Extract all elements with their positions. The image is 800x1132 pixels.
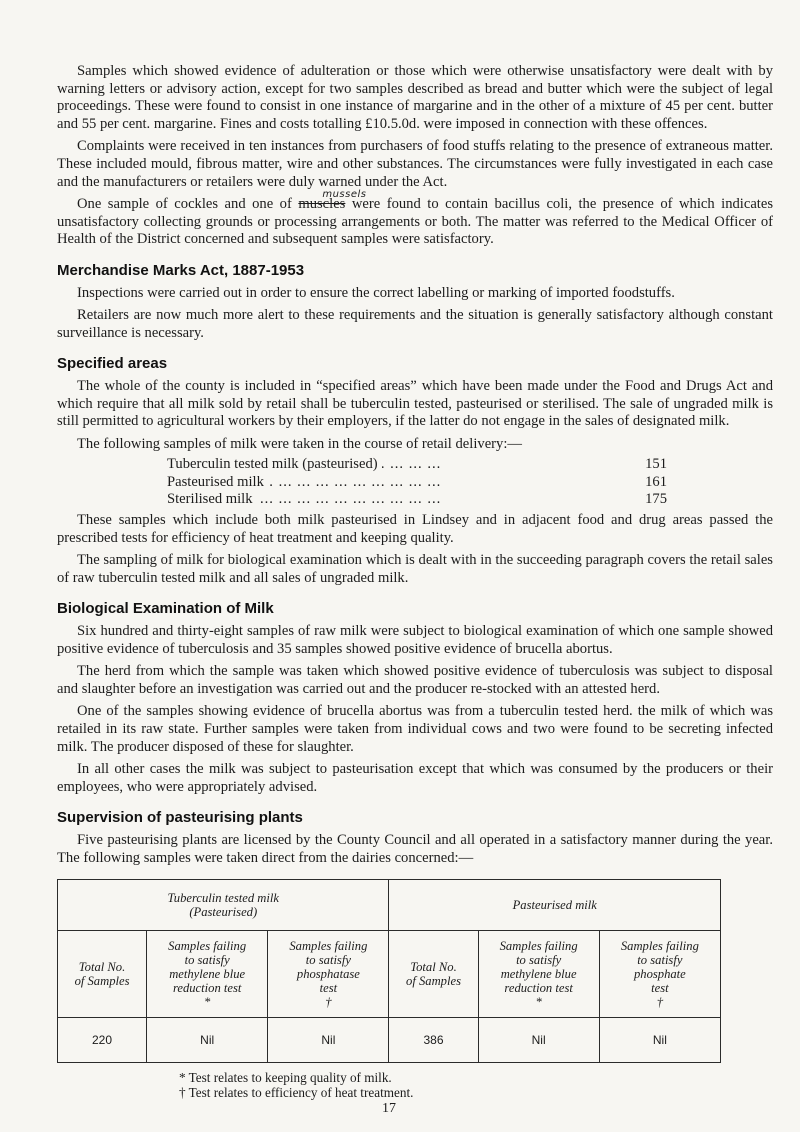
paragraph-biological-3: One of the samples showing evidence of brucella abortus was from a tuberculin tested herd. the milk of which was retailed in its raw state. Further samples were taken from individual cows and two were found to be secreting infected milk. The producer disposed of these for slaughter.: [57, 703, 773, 755]
table-cell: 386: [389, 1018, 478, 1063]
paragraph-complaints: Complaints were received in ten instances from purchasers of food stuffs relating to the presence of extraneous matter. These included mould, fibrous matter, wire and other substances. The circumstances were fully investigated in each case and the manufacturers or retailers were duly warned under the Act.: [57, 138, 773, 190]
sample-label: Sterilised milk: [167, 491, 257, 507]
paragraph-merchandise-2: Retailers are now much more alert to these requirements and the situation is generally satisfactory although constant surveillance is necessary.: [57, 307, 773, 341]
footnote: † Test relates to efficiency of heat treatment.: [179, 1085, 414, 1101]
sample-count: 175: [645, 491, 667, 508]
heading-supervision: Supervision of pasteurising plants: [57, 809, 303, 827]
paragraph-adulteration: Samples which showed evidence of adulteration or those which were otherwise unsatisfactory were dealt with by warning letters or advisory action, except for two samples described as bread and butter which were the subject of legal proceedings. These were found to consist in one instance of margarine and in the other of a mixture of 45 per cent. butter and 55 per cent. margarine. Fines and costs totalling £10.5.0d. were imposed in connection with these offences.: [57, 63, 773, 132]
paragraph-cockles: [57, 189, 774, 249]
list-item: [167, 491, 667, 509]
column-header: Total No. of Samples: [389, 931, 478, 1018]
list-item: [167, 474, 667, 492]
paragraph-merchandise-1: Inspections were carried out in order to ensure the correct labelling or marking of imported foodstuffs.: [77, 284, 675, 301]
heading-biological-examination: Biological Examination of Milk: [57, 600, 274, 618]
paragraph-specified-3: These samples which include both milk pasteurised in Lindsey and in adjacent food and drug areas passed the prescribed tests for efficiency of heat treatment and keeping quality.: [57, 512, 773, 546]
table-cell: 220: [58, 1018, 147, 1063]
page-number: 17: [382, 1101, 396, 1117]
footnotes: [57, 1070, 773, 1100]
table-column-header-row: [58, 931, 721, 1018]
column-header: Samples failing to satisfy phosphatase test †: [268, 931, 389, 1018]
paragraph-supervision-1: Five pasteurising plants are licensed by the County Council and all operated in a satisfactory manner during the year. The following samples were taken direct from the dairies concerned:—: [57, 831, 773, 866]
milk-samples-list: [57, 456, 773, 509]
paragraph-biological-2: The herd from which the sample was taken which showed positive evidence of tuberculosis was subject to disposal and slaughter before an investigation was carried out and the producer re-stocked with an attested herd.: [57, 663, 773, 697]
table-group-header-row: [58, 880, 721, 931]
table-cell: Nil: [478, 1018, 599, 1063]
sample-count: 151: [645, 456, 667, 473]
heading-specified-areas: Specified areas: [57, 355, 168, 373]
heading-merchandise-marks: Merchandise Marks Act, 1887-1953: [57, 261, 305, 279]
table-cell: Nil: [147, 1018, 268, 1063]
paragraph-biological-4: In all other cases the milk was subject to pasteurisation except that which was consumed by the producers or their employees, who were appropriately advised.: [57, 761, 773, 795]
sample-label: Pasteurised milk: [167, 474, 268, 490]
group-header-tuberculin: Tuberculin tested milk (Pasteurised): [58, 880, 389, 931]
struck-word: muscles: [298, 196, 346, 213]
sample-label: Tuberculin tested milk (pasteurised): [167, 456, 382, 472]
table-cell: Nil: [599, 1018, 720, 1063]
column-header: Samples failing to satisfy methylene blue reduction test *: [478, 931, 599, 1018]
column-header: Samples failing to satisfy methylene blue reduction test *: [147, 931, 268, 1018]
cockles-text-after: were found to contain bacillus coli, the presence of which indicates unsatisfactory collecting grounds or processing arrangements or both. The matter was referred to the Medical Officer of Health of the District concerned and subsequent samples were satisfactory.: [57, 196, 774, 248]
column-header: Total No. of Samples: [58, 931, 147, 1018]
pasteurising-samples-table: [57, 879, 721, 1063]
paragraph-specified-4: The sampling of milk for biological examination which is dealt with in the succeeding paragraph covers the retail sales of raw tuberculin tested milk and all sales of ungraded milk.: [57, 552, 773, 586]
table-cell: Nil: [268, 1018, 389, 1063]
paragraph-specified-1: The whole of the county is included in “specified areas” which have been made under the Food and Drugs Act and which require that all milk sold by retail shall be tuberculin tested, pasteurised or sterilised. The sale of ungraded milk is still permitted to agricultural workers by their employers, if the latter do not engage in the sales of designated milk.: [57, 377, 773, 430]
group-header-pasteurised: Pasteurised milk: [389, 880, 721, 931]
paragraph-biological-1: Six hundred and thirty-eight samples of raw milk were subject to biological examination of which one sample showed positive evidence of tuberculosis and 35 samples showed positive evidence of brucella abortus.: [57, 623, 773, 657]
list-item: [167, 456, 667, 474]
sample-count: 161: [645, 473, 667, 490]
paragraph-specified-2: The following samples of milk were taken in the course of retail delivery:—: [77, 435, 522, 452]
handwritten-insert: mussels: [322, 189, 367, 201]
table-row: [58, 1018, 721, 1063]
cockles-text-before: One sample of cockles and one of: [77, 196, 299, 213]
column-header: Samples failing to satisfy phosphate test †: [599, 931, 720, 1018]
document-page: [57, 63, 773, 1118]
handwritten-correction: [298, 189, 367, 213]
footnote: * Test relates to keeping quality of milk.: [179, 1070, 392, 1086]
